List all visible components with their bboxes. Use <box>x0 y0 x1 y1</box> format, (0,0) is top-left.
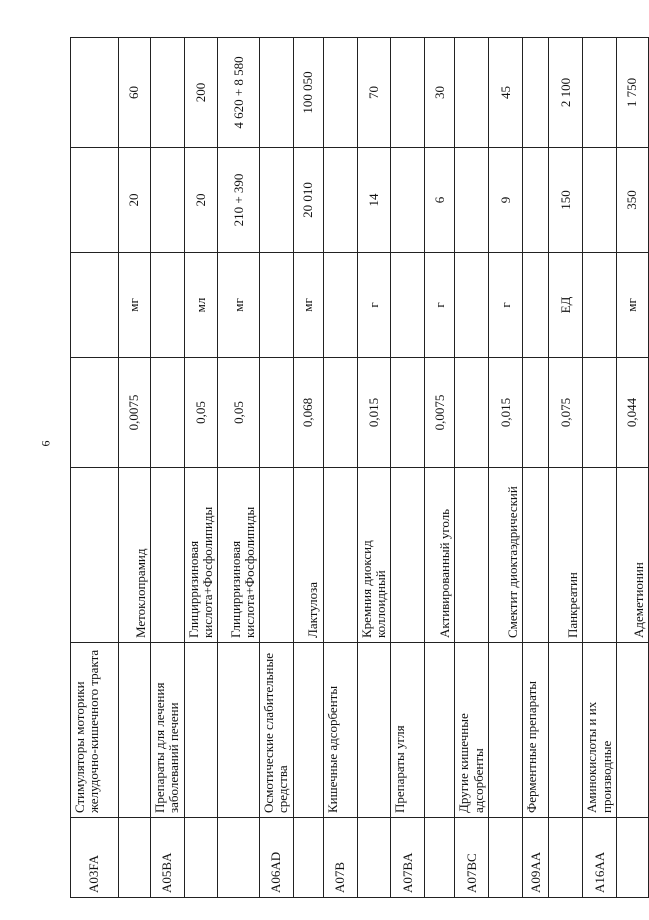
unit-cell <box>523 253 549 358</box>
ratio-cell: 0,015 <box>489 358 523 468</box>
ddd-cell: 14 <box>357 148 391 253</box>
group-cell <box>616 643 648 818</box>
group-cell: Стимуляторы моторики желудочно-кишечного тракта <box>71 643 119 818</box>
group-cell: Препараты для лечения заболеваний печени <box>151 643 185 818</box>
total-cell: 30 <box>425 38 455 148</box>
ddd-cell <box>260 148 294 253</box>
group-cell <box>218 643 260 818</box>
unit-cell: мг <box>218 253 260 358</box>
group-cell: Другие кишечные адсорбенты <box>455 643 489 818</box>
atc-code-cell <box>425 818 455 898</box>
atc-code-cell: A06AD <box>260 818 294 898</box>
ratio-cell <box>323 358 357 468</box>
ratio-cell: 0,015 <box>357 358 391 468</box>
unit-cell <box>71 253 119 358</box>
atc-code-cell: A09AA <box>523 818 549 898</box>
ratio-cell: 0,05 <box>184 358 218 468</box>
ddd-cell <box>583 148 617 253</box>
document-sheet <box>70 38 646 898</box>
table-row <box>71 38 119 898</box>
unit-cell: мл <box>184 253 218 358</box>
group-cell <box>293 643 323 818</box>
table-row <box>455 38 489 898</box>
total-cell <box>323 38 357 148</box>
drug-name-cell <box>391 468 425 643</box>
drug-name-cell <box>71 468 119 643</box>
atc-code-cell: A07B <box>323 818 357 898</box>
atc-code-cell: A07BC <box>455 818 489 898</box>
drug-name-cell <box>523 468 549 643</box>
ratio-cell: 0,068 <box>293 358 323 468</box>
drug-name-cell <box>151 468 185 643</box>
total-cell: 4 620 + 8 580 <box>218 38 260 148</box>
table-row <box>523 38 549 898</box>
drug-name-cell: Адеметионин <box>616 468 648 643</box>
drug-name-cell: Панкреатин <box>549 468 583 643</box>
unit-cell <box>260 253 294 358</box>
ddd-cell <box>455 148 489 253</box>
ddd-cell <box>71 148 119 253</box>
atc-code-cell <box>184 818 218 898</box>
unit-cell <box>323 253 357 358</box>
total-cell <box>391 38 425 148</box>
group-cell: Аминокислоты и их производные <box>583 643 617 818</box>
drug-table <box>70 37 649 898</box>
atc-code-cell: A03FA <box>71 818 119 898</box>
ratio-cell <box>71 358 119 468</box>
ratio-cell: 0,05 <box>218 358 260 468</box>
table-row <box>357 38 391 898</box>
table-row <box>151 38 185 898</box>
total-cell <box>151 38 185 148</box>
atc-code-cell <box>489 818 523 898</box>
table-row <box>218 38 260 898</box>
drug-name-cell <box>323 468 357 643</box>
ddd-cell: 9 <box>489 148 523 253</box>
table-row <box>583 38 617 898</box>
ratio-cell <box>151 358 185 468</box>
ratio-cell <box>583 358 617 468</box>
total-cell: 45 <box>489 38 523 148</box>
unit-cell: ЕД <box>549 253 583 358</box>
group-cell: Ферментные препараты <box>523 643 549 818</box>
drug-name-cell: Кремния диоксид коллоидный <box>357 468 391 643</box>
table-row <box>391 38 425 898</box>
ratio-cell <box>391 358 425 468</box>
total-cell: 200 <box>184 38 218 148</box>
ddd-cell: 20 010 <box>293 148 323 253</box>
unit-cell <box>151 253 185 358</box>
group-cell <box>184 643 218 818</box>
unit-cell: г <box>425 253 455 358</box>
total-cell: 2 100 <box>549 38 583 148</box>
atc-code-cell <box>218 818 260 898</box>
ddd-cell: 6 <box>425 148 455 253</box>
total-cell <box>583 38 617 148</box>
unit-cell <box>583 253 617 358</box>
ddd-cell <box>523 148 549 253</box>
ratio-cell: 0,0075 <box>425 358 455 468</box>
atc-code-cell <box>119 818 151 898</box>
table-row <box>184 38 218 898</box>
group-cell: Препараты угля <box>391 643 425 818</box>
total-cell <box>260 38 294 148</box>
ratio-cell <box>455 358 489 468</box>
drug-name-cell <box>583 468 617 643</box>
ratio-cell: 0,044 <box>616 358 648 468</box>
group-cell <box>549 643 583 818</box>
unit-cell: г <box>357 253 391 358</box>
group-cell <box>425 643 455 818</box>
table-row <box>489 38 523 898</box>
atc-code-cell: A05BA <box>151 818 185 898</box>
ratio-cell: 0,0075 <box>119 358 151 468</box>
atc-code-cell: A07BA <box>391 818 425 898</box>
drug-name-cell: Глицирризиновая кислота+Фосфолипиды <box>218 468 260 643</box>
unit-cell <box>455 253 489 358</box>
unit-cell <box>391 253 425 358</box>
table-row <box>616 38 648 898</box>
unit-cell: мг <box>119 253 151 358</box>
total-cell <box>71 38 119 148</box>
atc-code-cell <box>616 818 648 898</box>
atc-code-cell: A16AA <box>583 818 617 898</box>
ratio-cell: 0,075 <box>549 358 583 468</box>
drug-name-cell: Лактулоза <box>293 468 323 643</box>
group-cell <box>119 643 151 818</box>
unit-cell: мг <box>616 253 648 358</box>
drug-name-cell: Смектит диоктаэдрический <box>489 468 523 643</box>
ddd-cell: 150 <box>549 148 583 253</box>
table-row <box>260 38 294 898</box>
table-row <box>323 38 357 898</box>
drug-name-cell: Глицирризиновая кислота+Фосфолипиды <box>184 468 218 643</box>
group-cell: Кишечные адсорбенты <box>323 643 357 818</box>
drug-name-cell <box>260 468 294 643</box>
drug-name-cell <box>455 468 489 643</box>
ratio-cell <box>523 358 549 468</box>
unit-cell: мг <box>293 253 323 358</box>
ddd-cell: 210 + 390 <box>218 148 260 253</box>
ddd-cell: 20 <box>184 148 218 253</box>
unit-cell: г <box>489 253 523 358</box>
drug-name-cell: Метоклопрамид <box>119 468 151 643</box>
drug-name-cell: Активированный уголь <box>425 468 455 643</box>
total-cell: 100 050 <box>293 38 323 148</box>
table-row <box>293 38 323 898</box>
table-row <box>425 38 455 898</box>
atc-code-cell <box>549 818 583 898</box>
group-cell: Осмотические слабительные средства <box>260 643 294 818</box>
total-cell <box>455 38 489 148</box>
total-cell: 60 <box>119 38 151 148</box>
table-row <box>549 38 583 898</box>
ddd-cell <box>323 148 357 253</box>
ddd-cell <box>391 148 425 253</box>
atc-code-cell <box>357 818 391 898</box>
page-number: 6 <box>38 440 53 447</box>
ratio-cell <box>260 358 294 468</box>
total-cell <box>523 38 549 148</box>
total-cell: 1 750 <box>616 38 648 148</box>
ddd-cell <box>151 148 185 253</box>
atc-code-cell <box>293 818 323 898</box>
group-cell <box>357 643 391 818</box>
ddd-cell: 20 <box>119 148 151 253</box>
ddd-cell: 350 <box>616 148 648 253</box>
group-cell <box>489 643 523 818</box>
total-cell: 70 <box>357 38 391 148</box>
table-row <box>119 38 151 898</box>
